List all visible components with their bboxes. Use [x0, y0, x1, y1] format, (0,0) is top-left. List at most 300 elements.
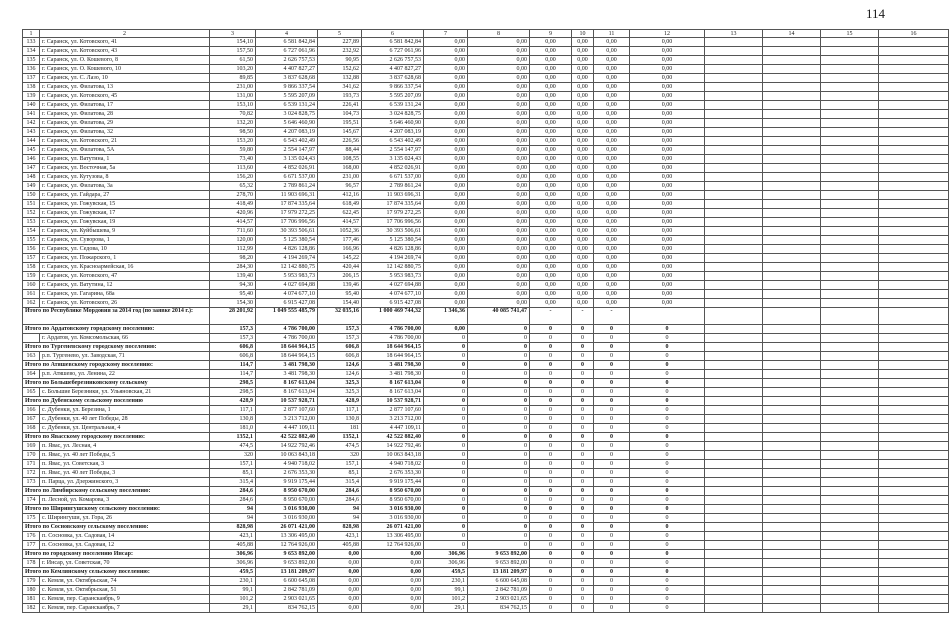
cell-col-9: 0: [530, 460, 572, 469]
cell-col-11: 0,00: [594, 290, 630, 299]
table-row: [23, 254, 949, 263]
empty-cell: [821, 514, 879, 523]
cell-col-12: 0: [630, 352, 705, 361]
cell-col-12: 0: [630, 406, 705, 415]
empty-cell: [705, 173, 763, 182]
empty-cell: [821, 496, 879, 505]
table-row: [23, 164, 949, 173]
table-row: [23, 272, 949, 281]
empty-cell: [763, 74, 821, 83]
cell-area-settled: 618,49: [318, 200, 362, 209]
empty-cell: [879, 469, 949, 478]
cell-col-11: 0,00: [594, 263, 630, 272]
empty-cell: [879, 478, 949, 487]
cell-cost-pending: 0: [468, 478, 530, 487]
address-cell: п. Сосновка, ул. Садовая, 12: [40, 541, 210, 550]
cell-col-11: 0,00: [594, 164, 630, 173]
empty-cell: [705, 56, 763, 65]
cell-col-11: -: [594, 308, 630, 325]
row-number: 175: [23, 514, 40, 523]
empty-cell: [705, 424, 763, 433]
row-number: 161: [23, 290, 40, 299]
subtotal-label: Итого по Ширингушскому сельскому поселению:: [23, 505, 210, 514]
address-cell: п. Явас, ул. Советская, 3: [40, 460, 210, 469]
cell-col-10: 0: [572, 415, 594, 424]
cell-area-pending: 0,00: [424, 209, 468, 218]
cell-col-11: 0: [594, 586, 630, 595]
row-number: 148: [23, 173, 40, 182]
empty-cell: [879, 397, 949, 406]
cell-area-settled: 157,1: [318, 460, 362, 469]
table-row: [23, 245, 949, 254]
empty-cell: [879, 110, 949, 119]
cell-cost: 2 626 757,53: [256, 56, 318, 65]
row-number: 168: [23, 424, 40, 433]
empty-cell: [821, 56, 879, 65]
empty-cell: [821, 334, 879, 343]
cell-col-11: 0: [594, 604, 630, 613]
cell-col-10: 0: [572, 460, 594, 469]
empty-cell: [879, 343, 949, 352]
table-row: [23, 110, 949, 119]
cell-cost-pending: 0,00: [468, 290, 530, 299]
cell-col-10: 0,00: [572, 47, 594, 56]
cell-area: 157,3: [210, 334, 256, 343]
cell-col-12: 0: [630, 568, 705, 577]
cell-area-pending: 0,00: [424, 83, 468, 92]
cell-cost: 42 522 882,40: [256, 433, 318, 442]
address-cell: г. Саранск, ул. С. Лазо, 10: [40, 74, 210, 83]
cell-cost: 18 644 964,15: [256, 343, 318, 352]
cell-col-12: 0,00: [630, 137, 705, 146]
empty-cell: [879, 290, 949, 299]
cell-col-12: 0: [630, 559, 705, 568]
empty-cell: [879, 352, 949, 361]
cell-cost: 18 644 964,15: [256, 352, 318, 361]
cell-cost-settled: 5 646 460,90: [362, 119, 424, 128]
cell-area-pending: 0: [424, 523, 468, 532]
address-cell: г. Саранск, ул. О. Кошевого, 8: [40, 56, 210, 65]
table-row: [23, 38, 949, 47]
empty-cell: [821, 451, 879, 460]
cell-area-pending: 0,00: [424, 236, 468, 245]
cell-area-pending: 306,96: [424, 559, 468, 568]
cell-area: 711,60: [210, 227, 256, 236]
address-cell: п. Сосновка, ул. Садовая, 14: [40, 532, 210, 541]
subtotal-row: [23, 505, 949, 514]
cell-area-settled: 117,1: [318, 406, 362, 415]
cell-col-12: 0: [630, 604, 705, 613]
cell-col-10: 0: [572, 505, 594, 514]
row-number: 138: [23, 83, 40, 92]
empty-cell: [879, 541, 949, 550]
cell-col-9: 0,00: [530, 56, 572, 65]
table-row: [23, 227, 949, 236]
empty-cell: [705, 532, 763, 541]
row-number: 137: [23, 74, 40, 83]
empty-cell: [879, 595, 949, 604]
cell-cost: 3 024 828,75: [256, 110, 318, 119]
cell-col-9: 0,00: [530, 146, 572, 155]
table-row: [23, 451, 949, 460]
row-number: 180: [23, 586, 40, 595]
cell-col-12: 0: [630, 388, 705, 397]
row-number: 172: [23, 469, 40, 478]
cell-col-12: 0,00: [630, 146, 705, 155]
column-number-row: [23, 30, 949, 38]
cell-cost: 3 481 798,30: [256, 370, 318, 379]
cell-col-11: 0: [594, 388, 630, 397]
cell-col-12: 0,00: [630, 173, 705, 182]
cell-col-10: 0: [572, 532, 594, 541]
empty-cell: [763, 604, 821, 613]
cell-cost: 3 481 798,30: [256, 361, 318, 370]
cell-col-11: 0: [594, 451, 630, 460]
column-number-2: 2: [40, 30, 210, 38]
empty-cell: [705, 272, 763, 281]
cell-cost: 12 142 880,75: [256, 263, 318, 272]
cell-cost: 2 554 147,97: [256, 146, 318, 155]
table-row: [23, 236, 949, 245]
cell-col-11: 0: [594, 325, 630, 334]
empty-cell: [705, 496, 763, 505]
empty-cell: [763, 505, 821, 514]
cell-col-10: 0,00: [572, 236, 594, 245]
empty-cell: [821, 343, 879, 352]
cell-col-9: 0: [530, 523, 572, 532]
empty-cell: [879, 146, 949, 155]
cell-area-settled: 0,00: [318, 577, 362, 586]
cell-area-pending: 0,00: [424, 146, 468, 155]
cell-cost-pending: 0,00: [468, 47, 530, 56]
cell-area-settled: 0,00: [318, 550, 362, 559]
empty-cell: [705, 182, 763, 191]
cell-cost-settled: 13 306 495,00: [362, 532, 424, 541]
cell-col-12: 0,00: [630, 281, 705, 290]
column-number-1: 1: [23, 30, 40, 38]
empty-cell: [705, 191, 763, 200]
cell-cost-pending: 0: [468, 343, 530, 352]
cell-col-9: 0: [530, 424, 572, 433]
cell-cost-pending: 9 653 892,00: [468, 559, 530, 568]
cell-col-12: 0: [630, 487, 705, 496]
cell-col-10: 0,00: [572, 83, 594, 92]
cell-area-settled: 0,00: [318, 595, 362, 604]
cell-col-11: 0: [594, 415, 630, 424]
cell-col-9: 0: [530, 541, 572, 550]
cell-area: 1352,1: [210, 433, 256, 442]
empty-cell: [879, 586, 949, 595]
empty-cell: [879, 388, 949, 397]
cell-cost-settled: 5 125 380,54: [362, 236, 424, 245]
cell-cost-pending: 0: [468, 352, 530, 361]
cell-area: 284,30: [210, 263, 256, 272]
empty-cell: [821, 397, 879, 406]
empty-cell: [879, 308, 949, 325]
cell-col-12: 0,00: [630, 227, 705, 236]
cell-area-settled: 108,55: [318, 155, 362, 164]
column-number-10: 10: [572, 30, 594, 38]
empty-cell: [879, 92, 949, 101]
empty-cell: [705, 65, 763, 74]
subtotal-row: [23, 343, 949, 352]
cell-area: 156,20: [210, 173, 256, 182]
cell-area-settled: 226,56: [318, 137, 362, 146]
cell-col-10: 0,00: [572, 272, 594, 281]
empty-cell: [705, 406, 763, 415]
row-number: 179: [23, 577, 40, 586]
cell-cost: 3 837 628,68: [256, 74, 318, 83]
cell-col-11: 0,00: [594, 101, 630, 110]
cell-area-pending: 0: [424, 496, 468, 505]
empty-cell: [705, 146, 763, 155]
cell-col-9: 0,00: [530, 92, 572, 101]
cell-cost-settled: 5 953 983,73: [362, 272, 424, 281]
cell-col-9: 0: [530, 469, 572, 478]
table-row: [23, 595, 949, 604]
empty-cell: [879, 334, 949, 343]
cell-cost: 3 135 024,43: [256, 155, 318, 164]
cell-col-10: 0: [572, 451, 594, 460]
empty-cell: [763, 236, 821, 245]
cell-area-pending: 0,00: [424, 299, 468, 308]
cell-area-pending: 99,1: [424, 586, 468, 595]
cell-area: 98,50: [210, 128, 256, 137]
cell-cost-settled: 4 786 700,00: [362, 325, 424, 334]
cell-col-11: 0: [594, 352, 630, 361]
address-cell: г. Саранск, ул. Котовского, 45: [40, 92, 210, 101]
cell-col-9: 0: [530, 352, 572, 361]
cell-col-11: 0,00: [594, 74, 630, 83]
cell-area-pending: 0: [424, 460, 468, 469]
cell-area: 459,5: [210, 568, 256, 577]
cell-col-10: 0,00: [572, 200, 594, 209]
cell-cost-settled: 3 135 024,43: [362, 155, 424, 164]
cell-cost-pending: 0,00: [468, 164, 530, 173]
cell-cost-pending: 2 842 781,09: [468, 586, 530, 595]
cell-cost: 13 306 495,00: [256, 532, 318, 541]
address-cell: п. Явас, ул. Лесная, 4: [40, 442, 210, 451]
table-row: [23, 334, 949, 343]
empty-cell: [763, 83, 821, 92]
cell-col-9: 0,00: [530, 173, 572, 182]
cell-cost-settled: 4 826 128,86: [362, 245, 424, 254]
cell-col-11: 0,00: [594, 254, 630, 263]
empty-cell: [763, 146, 821, 155]
cell-cost-settled: 4 027 694,88: [362, 281, 424, 290]
cell-cost-pending: 0,00: [468, 254, 530, 263]
empty-cell: [821, 281, 879, 290]
cell-area-pending: 0,00: [424, 191, 468, 200]
cell-area: 131,00: [210, 92, 256, 101]
cell-cost: 2 842 781,09: [256, 586, 318, 595]
table-row: [23, 532, 949, 541]
subtotal-label: Итого по Атяшевскому городскому поселению:: [23, 361, 210, 370]
cell-area: 423,1: [210, 532, 256, 541]
cell-area-settled: 0,00: [318, 559, 362, 568]
table-row: [23, 604, 949, 613]
cell-area-settled: 157,3: [318, 325, 362, 334]
column-number-9: 9: [530, 30, 572, 38]
empty-cell: [705, 460, 763, 469]
cell-area-settled: 193,73: [318, 92, 362, 101]
subtotal-label: Итого по Тургеневскому городскому поселению:: [23, 343, 210, 352]
cell-col-10: 0,00: [572, 101, 594, 110]
empty-cell: [821, 227, 879, 236]
empty-cell: [763, 496, 821, 505]
empty-cell: [821, 119, 879, 128]
row-number: 156: [23, 245, 40, 254]
cell-area-settled: 157,3: [318, 334, 362, 343]
empty-cell: [821, 254, 879, 263]
cell-cost: 6 915 427,08: [256, 299, 318, 308]
cell-cost: 26 071 421,00: [256, 523, 318, 532]
address-cell: с. Дубенки, ул. Березина, 1: [40, 406, 210, 415]
table-row: [23, 218, 949, 227]
empty-cell: [821, 65, 879, 74]
cell-col-12: 0,00: [630, 245, 705, 254]
cell-col-11: 0,00: [594, 191, 630, 200]
cell-area: 181,0: [210, 424, 256, 433]
cell-area-pending: 0,00: [424, 119, 468, 128]
empty-cell: [879, 604, 949, 613]
cell-col-9: 0: [530, 379, 572, 388]
cell-col-9: 0,00: [530, 254, 572, 263]
empty-cell: [763, 164, 821, 173]
cell-cost: 834 762,15: [256, 604, 318, 613]
subtotal-row: [23, 568, 949, 577]
empty-cell: [763, 361, 821, 370]
cell-cost-pending: 0: [468, 361, 530, 370]
empty-cell: [705, 370, 763, 379]
column-number-3: 3: [210, 30, 256, 38]
cell-cost-pending: 0,00: [468, 299, 530, 308]
cell-area: 95,40: [210, 290, 256, 299]
empty-cell: [879, 442, 949, 451]
empty-cell: [879, 415, 949, 424]
cell-col-9: 0: [530, 415, 572, 424]
cell-col-9: 0,00: [530, 272, 572, 281]
cell-col-12: 0: [630, 496, 705, 505]
cell-col-10: 0: [572, 586, 594, 595]
empty-cell: [821, 460, 879, 469]
cell-area-settled: 1352,1: [318, 433, 362, 442]
cell-area-pending: 0: [424, 334, 468, 343]
empty-cell: [821, 577, 879, 586]
empty-cell: [821, 586, 879, 595]
cell-cost-pending: 0,00: [468, 101, 530, 110]
cell-col-12: 0: [630, 550, 705, 559]
cell-area-settled: 130,8: [318, 415, 362, 424]
cell-col-12: 0: [630, 541, 705, 550]
cell-area: 99,1: [210, 586, 256, 595]
cell-area-settled: 181: [318, 424, 362, 433]
row-number: 142: [23, 119, 40, 128]
cell-col-10: 0: [572, 568, 594, 577]
empty-cell: [763, 110, 821, 119]
empty-cell: [879, 47, 949, 56]
cell-cost: 17 979 272,25: [256, 209, 318, 218]
cell-col-10: 0,00: [572, 227, 594, 236]
cell-cost-pending: 0: [468, 523, 530, 532]
cell-cost-pending: 0,00: [468, 191, 530, 200]
empty-cell: [821, 478, 879, 487]
cell-col-11: 0: [594, 478, 630, 487]
empty-cell: [705, 164, 763, 173]
empty-cell: [705, 334, 763, 343]
cell-area-pending: 0: [424, 541, 468, 550]
cell-cost: 4 940 718,02: [256, 460, 318, 469]
column-number-12: 12: [630, 30, 705, 38]
cell-cost-pending: 0,00: [468, 173, 530, 182]
column-number-5: 5: [318, 30, 362, 38]
cell-area-settled: 96,57: [318, 182, 362, 191]
cell-area-settled: 154,40: [318, 299, 362, 308]
cell-col-12: 0: [630, 343, 705, 352]
cell-col-10: 0,00: [572, 209, 594, 218]
cell-cost-settled: 0,00: [362, 595, 424, 604]
subtotal-label: Итого по Сосновскому сельскому поселению:: [23, 523, 210, 532]
cell-cost: 12 764 926,00: [256, 541, 318, 550]
cell-area-pending: 230,1: [424, 577, 468, 586]
cell-col-9: 0,00: [530, 299, 572, 308]
empty-cell: [879, 218, 949, 227]
address-cell: г. Саранск, ул. Кутузова, 8: [40, 173, 210, 182]
cell-col-9: 0: [530, 343, 572, 352]
cell-area-settled: 166,96: [318, 245, 362, 254]
cell-cost-settled: 17 979 272,25: [362, 209, 424, 218]
grand-total-row: [23, 308, 949, 325]
empty-cell: [879, 182, 949, 191]
empty-cell: [879, 65, 949, 74]
row-number: 182: [23, 604, 40, 613]
cell-area: 306,96: [210, 559, 256, 568]
cell-area-pending: 101,2: [424, 595, 468, 604]
cell-col-9: -: [530, 308, 572, 325]
cell-col-12: 0,00: [630, 182, 705, 191]
empty-cell: [821, 604, 879, 613]
cell-col-12: 0: [630, 460, 705, 469]
cell-col-11: 0,00: [594, 173, 630, 182]
cell-cost: 10 063 843,18: [256, 451, 318, 460]
column-number-7: 7: [424, 30, 468, 38]
table-row: [23, 200, 949, 209]
cell-area: 153,20: [210, 137, 256, 146]
cell-area-pending: 0: [424, 406, 468, 415]
cell-cost-pending: 0,00: [468, 200, 530, 209]
cell-cost-settled: 9 919 175,44: [362, 478, 424, 487]
empty-cell: [705, 523, 763, 532]
row-number: [23, 334, 40, 343]
cell-col-10: 0,00: [572, 128, 594, 137]
cell-area-pending: 0: [424, 532, 468, 541]
cell-cost: 5 953 983,73: [256, 272, 318, 281]
cell-cost-pending: 6 600 645,08: [468, 577, 530, 586]
cell-cost: 9 653 892,00: [256, 550, 318, 559]
empty-cell: [705, 101, 763, 110]
address-cell: г. Саранск, ул. Гагарина, 68а: [40, 290, 210, 299]
row-number: 157: [23, 254, 40, 263]
empty-cell: [879, 191, 949, 200]
cell-cost-settled: 0,00: [362, 586, 424, 595]
cell-cost: 6 600 645,08: [256, 577, 318, 586]
empty-cell: [821, 325, 879, 334]
cell-area-pending: 0,00: [424, 227, 468, 236]
cell-col-10: 0,00: [572, 191, 594, 200]
empty-cell: [879, 200, 949, 209]
cell-cost-settled: 3 837 628,68: [362, 74, 424, 83]
cell-cost-settled: 5 595 207,09: [362, 92, 424, 101]
